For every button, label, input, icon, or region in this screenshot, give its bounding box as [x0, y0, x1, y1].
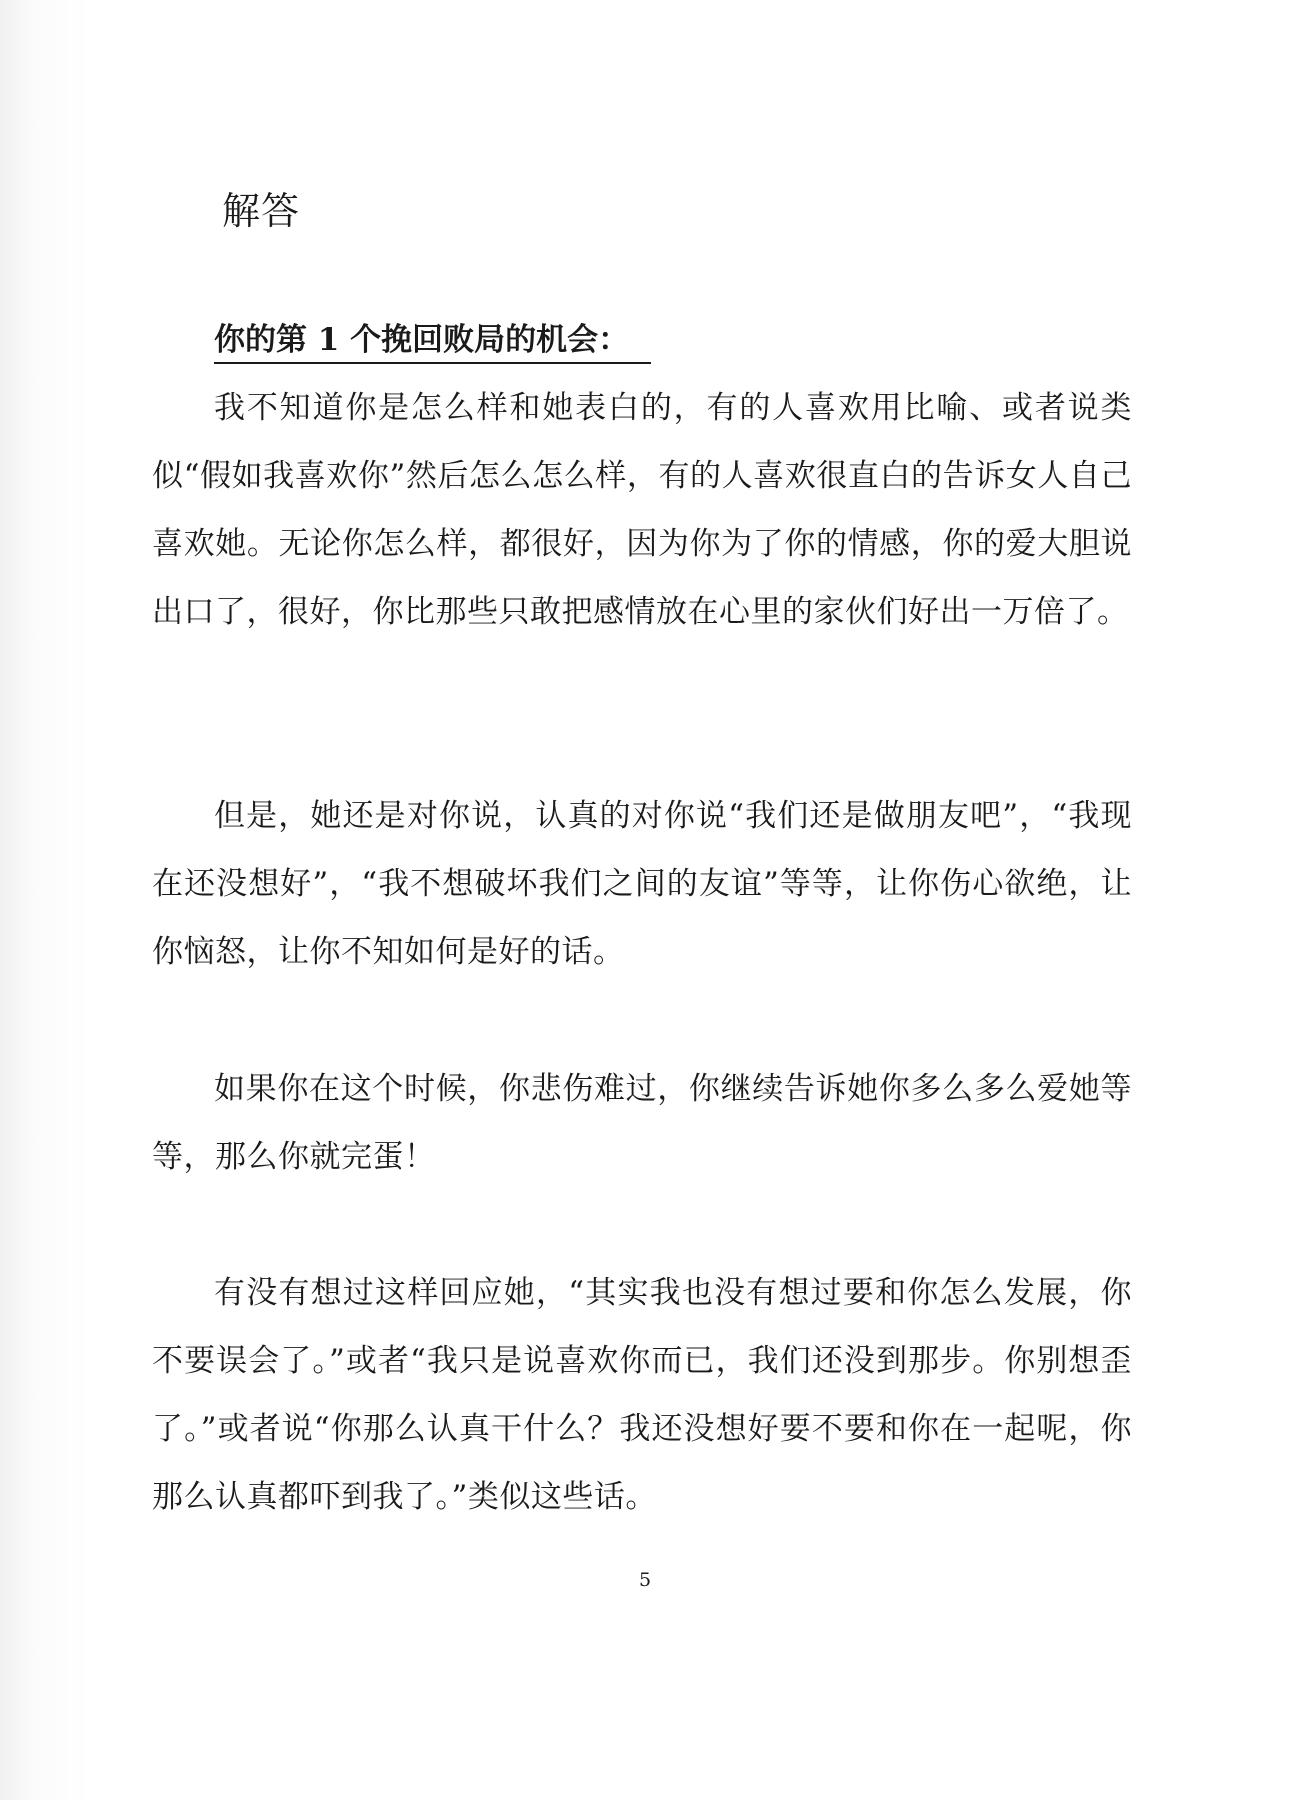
paragraph-1: 我不知道你是怎么样和她表白的，有的人喜欢用比喻、或者说类似“假如我喜欢你”然后怎么怎么样，有的人喜欢很直白的告诉女人自己喜欢她。无论你怎么样，都很好，因为你为了你的情感，你的爱大胆说出口了，很好，你比那些只敢把感情放在心里的家伙们好出一万倍了。 — [152, 390, 1132, 630]
paragraph-4: 有没有想过这样回应她，“其实我也没有想过要和你怎么发展，你不要误会了。”或者“我只是说喜欢你而已，我们还没到那步。你别想歪了。”或者说“你那么认真干什么？我还没想好要不要和你在一起呢，你那么认真都吓到我了。”类似这些话。 — [152, 1275, 1132, 1515]
subsection-heading: 你的第 1 个挽回败局的机会： — [214, 318, 651, 364]
section-heading: 解答 — [222, 189, 301, 233]
paragraph-2: 但是，她还是对你说，认真的对你说“我们还是做朋友吧”，“我现在还没想好”，“我不想破坏我们之间的友谊”等等，让你伤心欲绝，让你恼怒，让你不知如何是好的话。 — [152, 798, 1132, 970]
scan-edge-shadow — [0, 0, 90, 1800]
paragraph-3: 如果你在这个时候，你悲伤难过，你继续告诉她你多么多么爱她等等，那么你就完蛋！ — [152, 1071, 1132, 1175]
page-number: 5 — [638, 1569, 652, 1591]
